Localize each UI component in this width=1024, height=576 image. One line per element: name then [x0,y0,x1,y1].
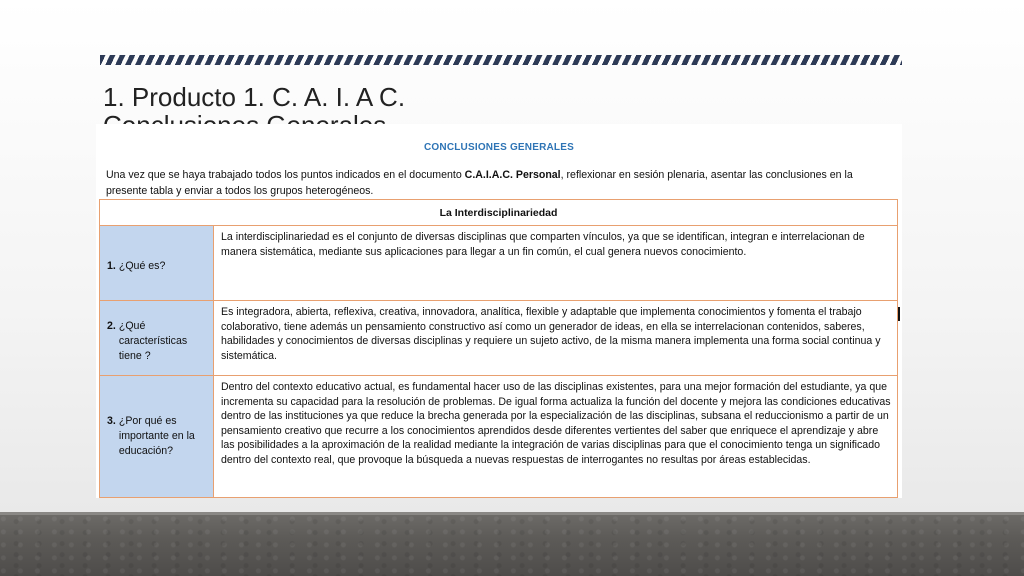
question-cell [100,226,214,300]
question-text: ¿Por qué es importante en la educación? [118,415,195,457]
floor-band [0,512,1024,576]
question-text: ¿Qué características tiene ? [118,319,188,362]
slide-title-line1: 1. Producto 1. C. A. I. A C. [103,82,406,112]
question-cell [100,301,214,375]
intro-text-2: , reflexionar en sesión plenaria, asentar las conclusiones en la presente tabla y enviar a todos los grupos heterogéneos. [106,169,853,197]
conclusions-table [99,199,898,498]
question-text: ¿Qué es? [118,259,166,272]
table-row [100,226,897,301]
question-cell [100,376,214,497]
question-number: 1. [107,259,116,272]
intro-bold-text: C.A.I.A.C. Personal [464,169,561,181]
document-heading: CONCLUSIONES GENERALES [424,142,574,153]
document-image [96,124,902,498]
table-row [100,301,897,376]
answer-cell: La interdisciplinariedad es el conjunto de diversas disciplinas que comparten vínculos, ya que se identifican, integran e interrelacionan de manera sistemática, mediante sus aplicaciones para llegar a un fin común, el cual genera nuevos conocimiento. [221,231,865,258]
answer-cell: Es integradora, abierta, reflexiva, creativa, innovadora, analítica, flexible y adaptable que implementa conocimientos y fomenta el trabajo colaborativo, tiene además un pensamiento constructivo así como un generador de ideas, en ella se interrelacionan contenidos, saberes, habilidades y conocimientos de diversas disciplinas y requiere un sujeto activo, de la misma manera implementa una forma social continua y sistemática. [221,306,881,362]
question-number: 3. [107,415,116,427]
decorative-stripe-bar [100,55,902,65]
text-cursor-mark [898,307,900,321]
table-row [100,376,897,497]
document-intro [106,167,866,199]
question-number: 2. [107,319,116,332]
answer-cell: Dentro del contexto educativo actual, es fundamental hacer uso de las disciplinas existentes, para una mejor formación del estudiante, ya que incrementa su capacidad para la resolución de problemas. De igual forma actualiza la función del docente y mejora las condiciones educativas dentro de las instituciones ya que reduce la brecha generada por la especialización de las disciplinas, subsana el reduccionismo a partir de un pensamiento creativo que recurre a los conocimientos aprendidos desde diferentes vertientes del saber que enriquece el aprendizaje y abre las posibilidades a la aproximación de la realidad mediante la integración de varias disciplinas para que el conocimiento tenga un significado dentro del contexto real, que provoque la búsqueda a nuevas respuestas de interrogantes no resultas por áreas establecidas. [221,381,891,466]
table-header: La Interdisciplinariedad [100,200,897,226]
intro-text-1: Una vez que se haya trabajado todos los puntos indicados en el documento [106,169,465,181]
